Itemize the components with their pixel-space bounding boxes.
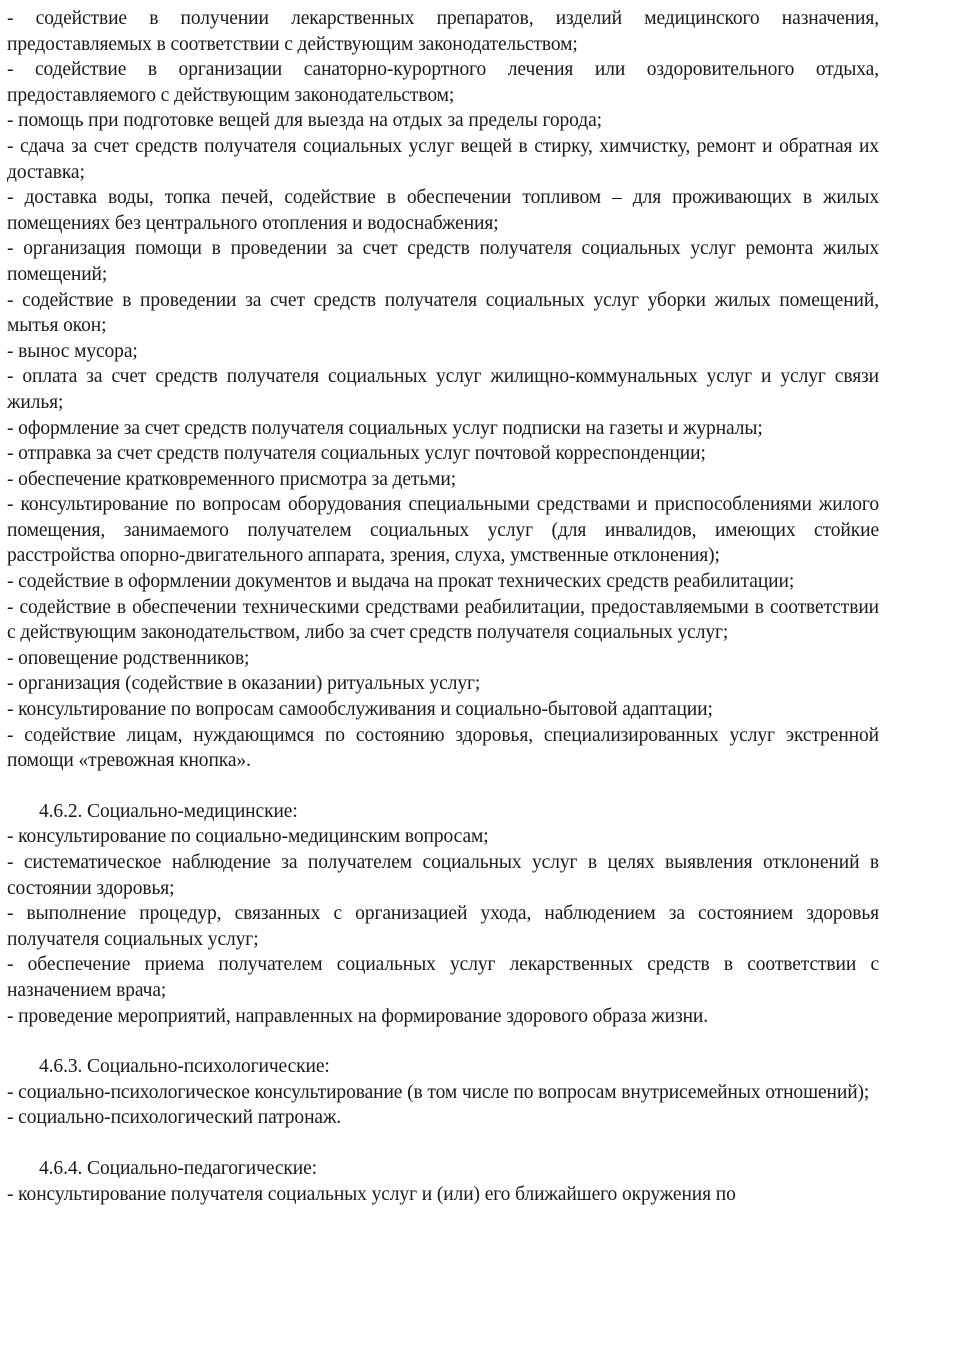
list-item: - содействие в обеспечении техническими средствами реабилитации, предоставляемыми в соответствии с действующим законодательством, либо за счет средств получателя социальных услуг;	[7, 596, 879, 644]
list-item: - проведение мероприятий, направленных на формирование здорового образа жизни.	[7, 1005, 709, 1027]
document-body	[7, 6, 879, 1207]
list-item: - доставка воды, топка печей, содействие в обеспечении топливом – для проживающих в жилых помещениях без центрального отопления и водоснабжения;	[7, 187, 879, 234]
list-item: - содействие в организации санаторно-курортного лечения или оздоровительного отдыха, предоставляемого с действующим законодательством;	[7, 59, 879, 106]
list-item: - оповещение родственников;	[7, 647, 250, 669]
list-item: - вынос мусора;	[7, 340, 138, 362]
list-item: - обеспечение кратковременного присмотра за детьми;	[7, 468, 457, 490]
list-item: - систематическое наблюдение за получателем социальных услуг в целях выявления отклонений в состоянии здоровья;	[7, 852, 879, 899]
section-heading-medical: 4.6.2. Социально-медицинские:	[39, 800, 298, 822]
list-item: - консультирование по социально-медицинским вопросам;	[7, 826, 489, 848]
list-item: - социально-психологический патронаж.	[7, 1107, 342, 1129]
list-item: - обеспечение приема получателем социальных услуг лекарственных средств в соответствии с назначением врача;	[7, 954, 879, 1001]
list-item: - оплата за счет средств получателя социальных услуг жилищно-коммунальных услуг и услуг связи жилья;	[7, 366, 879, 413]
section-heading-psychological: 4.6.3. Социально-психологические:	[39, 1056, 330, 1078]
list-item: - содействие в получении лекарственных препаратов, изделий медицинского назначения, предоставляемых в соответствии с действующим законодательством;	[7, 8, 879, 55]
list-item: - выполнение процедур, связанных с организацией ухода, наблюдением за состоянием здоровья получателя социальных услуг;	[7, 903, 879, 950]
list-item: - отправка за счет средств получателя социальных услуг почтовой корреспонденции;	[7, 443, 706, 465]
list-item: - консультирование по вопросам самообслуживания и социально-бытовой адаптации;	[7, 699, 713, 721]
list-item: - содействие лицам, нуждающимся по состоянию здоровья, специализированных услуг экстренной помощи «тревожная кнопка».	[7, 724, 879, 772]
list-item: - содействие в оформлении документов и выдача на прокат технических средств реабилитации;	[7, 571, 795, 593]
list-item: - содействие в проведении за счет средств получателя социальных услуг уборки жилых помещений, мытья окон;	[7, 289, 879, 337]
list-item: - помощь при подготовке вещей для выезда на отдых за пределы города;	[7, 110, 602, 132]
section-heading-pedagogical: 4.6.4. Социально-педагогические:	[39, 1157, 317, 1179]
list-item: - организация (содействие в оказании) ритуальных услуг;	[7, 673, 481, 695]
list-item: - социально-психологическое консультирование (в том числе по вопросам внутрисемейных отношений);	[7, 1081, 870, 1103]
list-item: - консультирование получателя социальных услуг и (или) его ближайшего окружения по	[7, 1183, 736, 1205]
list-item: - оформление за счет средств получателя социальных услуг подписки на газеты и журналы;	[7, 417, 763, 439]
list-item: - организация помощи в проведении за счет средств получателя социальных услуг ремонта жилых помещений;	[7, 238, 879, 285]
list-item: - сдача за счет средств получателя социальных услуг вещей в стирку, химчистку, ремонт и обратная их доставка;	[7, 135, 879, 183]
list-item: - консультирование по вопросам оборудования специальными средствами и приспособлениями жилого помещения, занимаемого получателем социальных услуг (для инвалидов, имеющих стойкие расстройства опорно-двигательного аппарата, зрения, слуха, умственные отклонения);	[7, 494, 879, 567]
